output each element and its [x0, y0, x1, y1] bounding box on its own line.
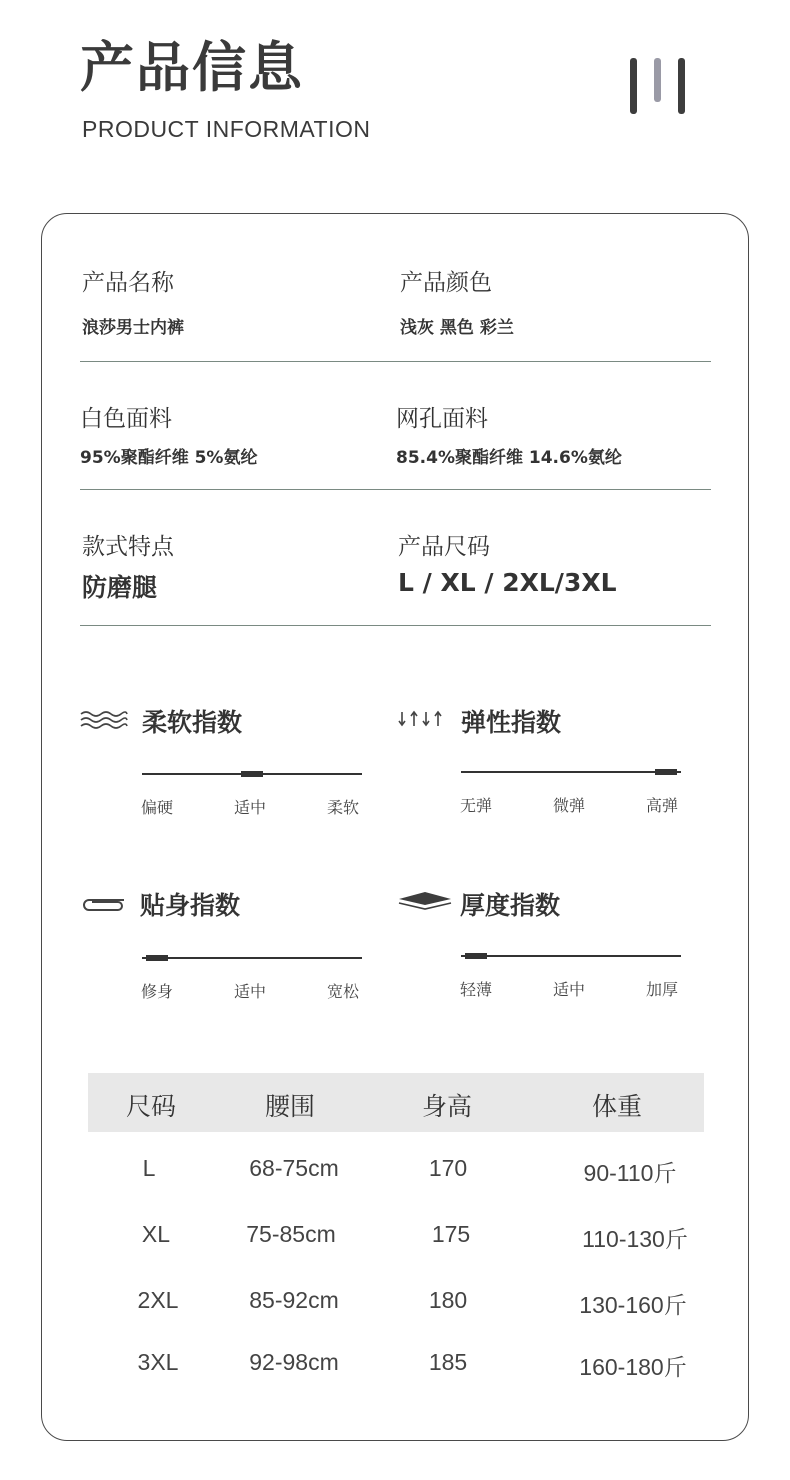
elasticity-tick-mid: 微弹 — [553, 796, 586, 815]
page-title: 产品信息 — [80, 36, 304, 99]
table-cell-size: XL — [141, 1221, 171, 1247]
fit-tick-high: 宽松 — [327, 982, 360, 1001]
table-cell-weight: 110-130斤 — [582, 1226, 688, 1252]
thickness-tick-high: 加厚 — [646, 980, 679, 999]
white-fabric-value: 95%聚酯纤维 5%氨纶 — [80, 448, 258, 468]
layers-icon — [398, 890, 452, 912]
softness-index-title: 柔软指数 — [142, 708, 243, 737]
table-cell-size: 3XL — [137, 1349, 179, 1375]
fit-tick-low: 修身 — [141, 982, 174, 1001]
table-cell-waist: 75-85cm — [246, 1221, 336, 1247]
table-cell-weight: 160-180斤 — [579, 1354, 687, 1380]
white-fabric-label: 白色面料 — [80, 406, 172, 432]
style-label: 款式特点 — [82, 534, 174, 560]
divider — [80, 625, 711, 626]
size-table-header-size: 尺码 — [125, 1092, 177, 1121]
thickness-scale-line — [461, 955, 681, 957]
divider — [80, 489, 711, 490]
table-cell-height: 170 — [428, 1155, 468, 1181]
product-color-value: 浅灰 黑色 彩兰 — [400, 318, 514, 338]
elasticity-tick-low: 无弹 — [460, 796, 493, 815]
product-name-value: 浪莎男士内裤 — [82, 318, 184, 338]
softness-tick-mid: 适中 — [234, 798, 267, 817]
style-value: 防磨腿 — [82, 573, 158, 602]
softness-level-marker — [241, 771, 263, 777]
page-subtitle: PRODUCT INFORMATION — [82, 116, 371, 142]
decorative-bars-icon — [628, 58, 688, 114]
softness-tick-low: 偏硬 — [141, 798, 174, 817]
size-table-header-waist: 腰围 — [264, 1092, 316, 1121]
thickness-tick-mid: 适中 — [553, 980, 586, 999]
wave-icon — [80, 709, 128, 729]
elasticity-tick-high: 高弹 — [646, 796, 679, 815]
size-table-header-weight: 体重 — [591, 1092, 643, 1121]
table-cell-size: L — [142, 1155, 156, 1181]
table-cell-height: 185 — [428, 1349, 468, 1375]
table-cell-waist: 68-75cm — [249, 1155, 339, 1181]
divider — [80, 361, 711, 362]
product-name-label: 产品名称 — [82, 270, 174, 296]
mesh-fabric-value: 85.4%聚酯纤维 14.6%氨纶 — [396, 448, 622, 468]
table-cell-height: 180 — [428, 1287, 468, 1313]
fit-scale-line — [142, 957, 362, 959]
info-card — [41, 213, 749, 1441]
fit-tick-mid: 适中 — [234, 982, 267, 1001]
thickness-index-title: 厚度指数 — [460, 891, 561, 920]
mesh-fabric-label: 网孔面料 — [396, 406, 488, 432]
product-color-label: 产品颜色 — [400, 270, 492, 296]
table-cell-waist: 92-98cm — [249, 1349, 339, 1375]
elasticity-level-marker — [655, 769, 677, 775]
table-cell-weight: 130-160斤 — [579, 1292, 687, 1318]
thickness-tick-low: 轻薄 — [460, 980, 493, 999]
elasticity-scale-line — [461, 771, 681, 773]
size-label: 产品尺码 — [398, 534, 490, 560]
size-table-header-height: 身高 — [421, 1092, 473, 1121]
table-cell-weight: 90-110斤 — [583, 1160, 677, 1186]
table-cell-waist: 85-92cm — [249, 1287, 339, 1313]
fit-level-marker — [146, 955, 168, 961]
fit-index-title: 贴身指数 — [140, 891, 241, 920]
size-value: L / XL / 2XL/3XL — [398, 568, 617, 597]
table-cell-size: 2XL — [137, 1287, 179, 1313]
paperclip-icon — [80, 893, 128, 913]
thickness-level-marker — [465, 953, 487, 959]
elasticity-index-title: 弹性指数 — [461, 708, 562, 737]
table-cell-height: 175 — [431, 1221, 471, 1247]
softness-tick-high: 柔软 — [327, 798, 360, 817]
elasticity-arrows-icon — [398, 710, 448, 728]
